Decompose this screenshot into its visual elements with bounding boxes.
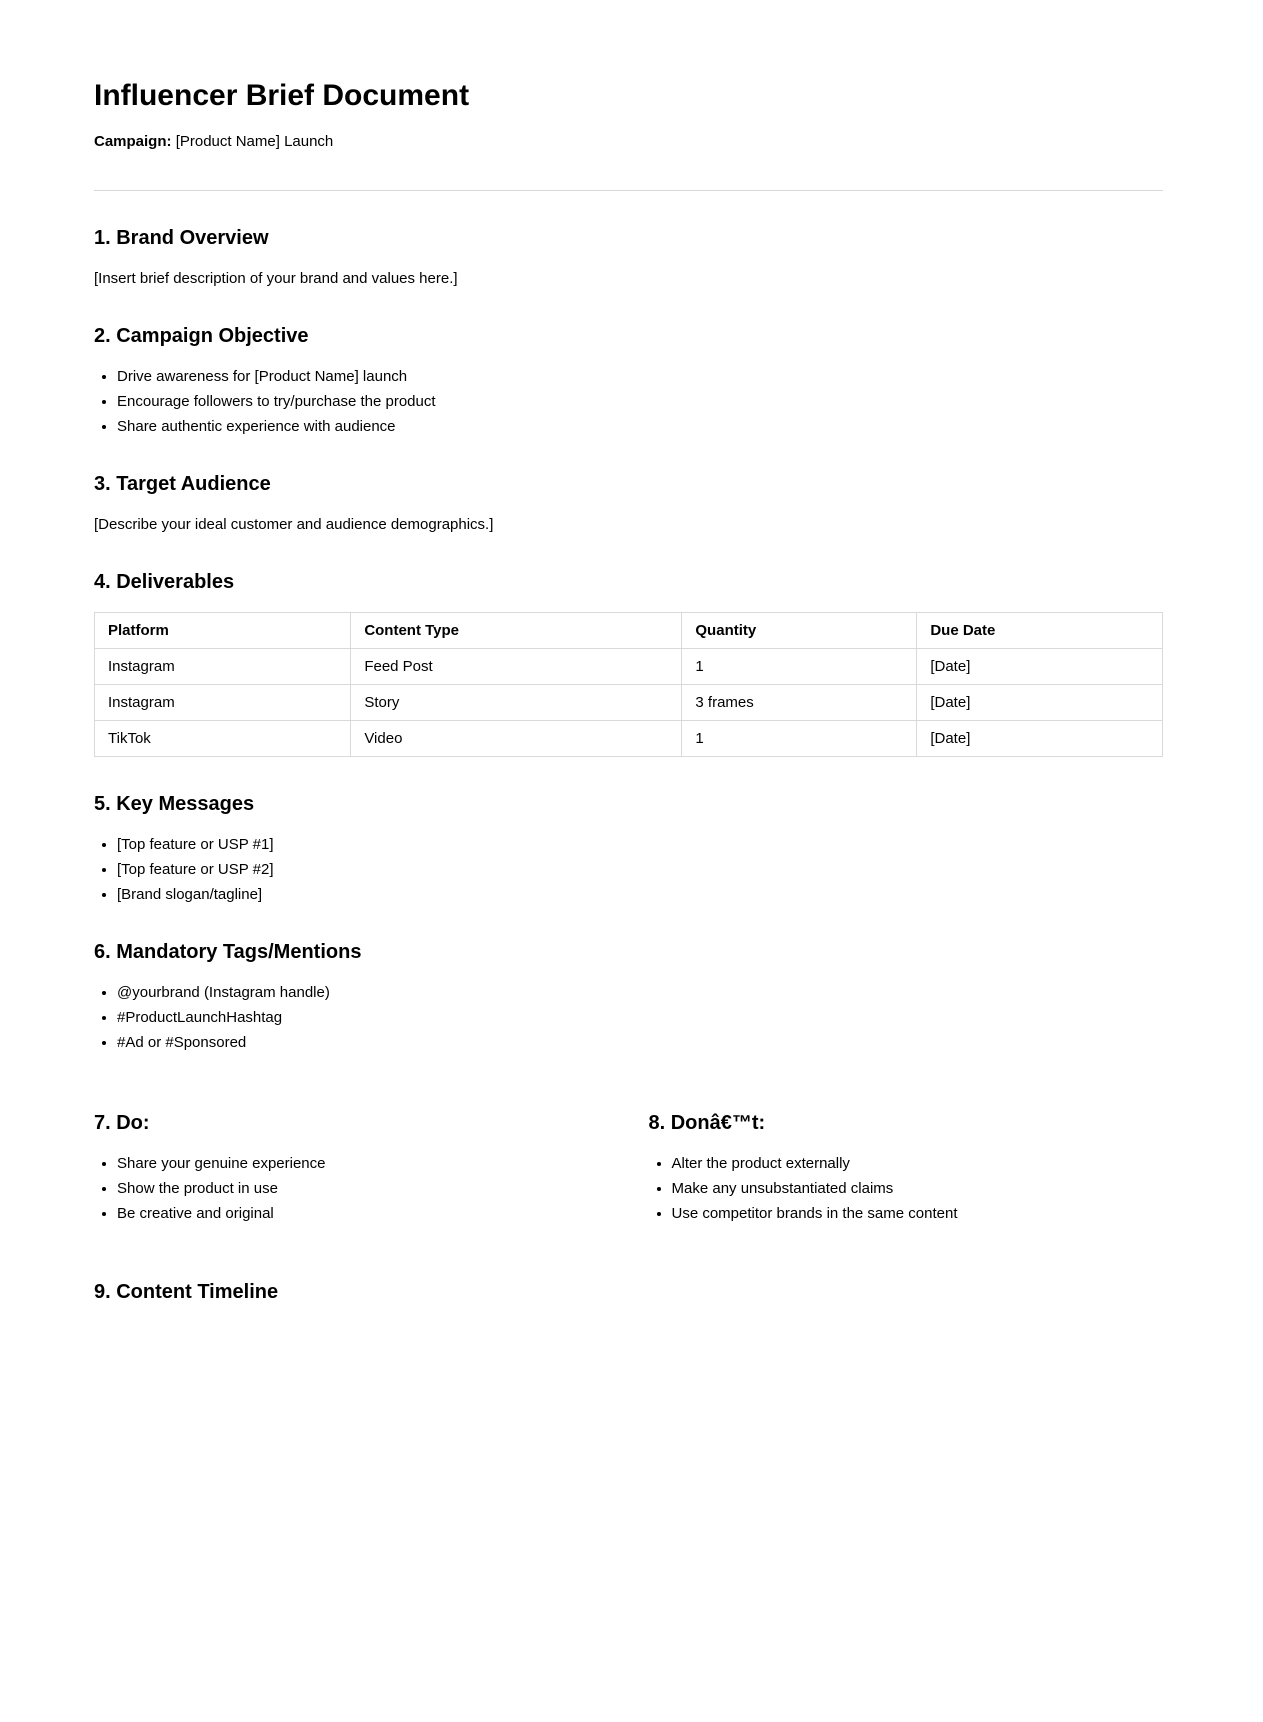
section-heading-dont: 8. Donâ€™t: (648, 1112, 766, 1134)
section-heading-do: 7. Do: (94, 1112, 150, 1134)
column-header-platform: Platform (95, 613, 351, 649)
list-item: • [Top feature or USP #1] (117, 834, 1163, 855)
table-cell: TikTok (95, 721, 351, 757)
table-cell: 1 (682, 721, 917, 757)
list-item: • Share your genuine experience (117, 1153, 609, 1174)
section-heading-brand-overview: 1. Brand Overview (94, 227, 269, 249)
list-item: • #ProductLaunchHashtag (117, 1007, 1163, 1028)
list-item: • Use competitor brands in the same content (672, 1203, 1164, 1224)
column-header-quantity: Quantity (682, 613, 917, 649)
list-item: • Encourage followers to try/purchase the product (117, 391, 1163, 412)
divider (94, 190, 1163, 191)
section-heading-campaign-objective: 2. Campaign Objective (94, 325, 309, 347)
list-item: • #Ad or #Sponsored (117, 1032, 1163, 1053)
table-cell: [Date] (917, 721, 1163, 757)
column-header-content-type: Content Type (351, 613, 682, 649)
dont-list (649, 1153, 1164, 1224)
table-header-row (95, 613, 1163, 649)
table-cell: Feed Post (351, 649, 682, 685)
campaign-objective-list (94, 366, 1163, 437)
section-brand-overview (94, 226, 1163, 289)
section-dont (649, 1111, 1164, 1228)
table-cell: [Date] (917, 649, 1163, 685)
section-heading-deliverables: 4. Deliverables (94, 571, 235, 593)
campaign-line (94, 131, 1163, 152)
section-campaign-objective (94, 324, 1163, 437)
table-cell: Video (351, 721, 682, 757)
do-dont-columns (94, 1111, 1163, 1228)
list-item: • Alter the product externally (672, 1153, 1164, 1174)
table-cell: 1 (682, 649, 917, 685)
do-list (94, 1153, 609, 1224)
table-cell: [Date] (917, 685, 1163, 721)
section-key-messages (94, 792, 1163, 905)
section-heading-target-audience: 3. Target Audience (94, 473, 271, 495)
section-heading-key-messages: 5. Key Messages (94, 793, 255, 815)
list-item: • [Top feature or USP #2] (117, 859, 1163, 880)
section-heading-mandatory-tags: 6. Mandatory Tags/Mentions (94, 941, 362, 963)
table-cell: Instagram (95, 685, 351, 721)
list-item: • Be creative and original (117, 1203, 609, 1224)
table-row (95, 685, 1163, 721)
section-target-audience (94, 472, 1163, 535)
target-audience-text: [Describe your ideal customer and audience demographics.] (94, 516, 494, 533)
list-item: • Show the product in use (117, 1178, 609, 1199)
list-item: • [Brand slogan/tagline] (117, 884, 1163, 905)
section-deliverables (94, 570, 1163, 757)
deliverables-table (94, 612, 1163, 757)
table-row (95, 649, 1163, 685)
table-cell: 3 frames (682, 685, 917, 721)
list-item: • Share authentic experience with audience (117, 416, 1163, 437)
campaign-label: Campaign: (94, 133, 172, 150)
list-item: • @yourbrand (Instagram handle) (117, 982, 1163, 1003)
table-row (95, 721, 1163, 757)
list-item: • Make any unsubstantiated claims (672, 1178, 1164, 1199)
section-content-timeline (94, 1280, 1163, 1304)
key-messages-list (94, 834, 1163, 905)
section-heading-content-timeline: 9. Content Timeline (94, 1281, 279, 1303)
section-mandatory-tags (94, 940, 1163, 1053)
table-cell: Instagram (95, 649, 351, 685)
brand-overview-text: [Insert brief description of your brand and values here.] (94, 270, 458, 287)
mandatory-tags-list (94, 982, 1163, 1053)
column-header-due-date: Due Date (917, 613, 1163, 649)
table-cell: Story (351, 685, 682, 721)
page-title: Influencer Brief Document (94, 79, 470, 112)
campaign-value: [Product Name] Launch (175, 133, 334, 150)
list-item: • Drive awareness for [Product Name] launch (117, 366, 1163, 387)
section-do (94, 1111, 609, 1228)
